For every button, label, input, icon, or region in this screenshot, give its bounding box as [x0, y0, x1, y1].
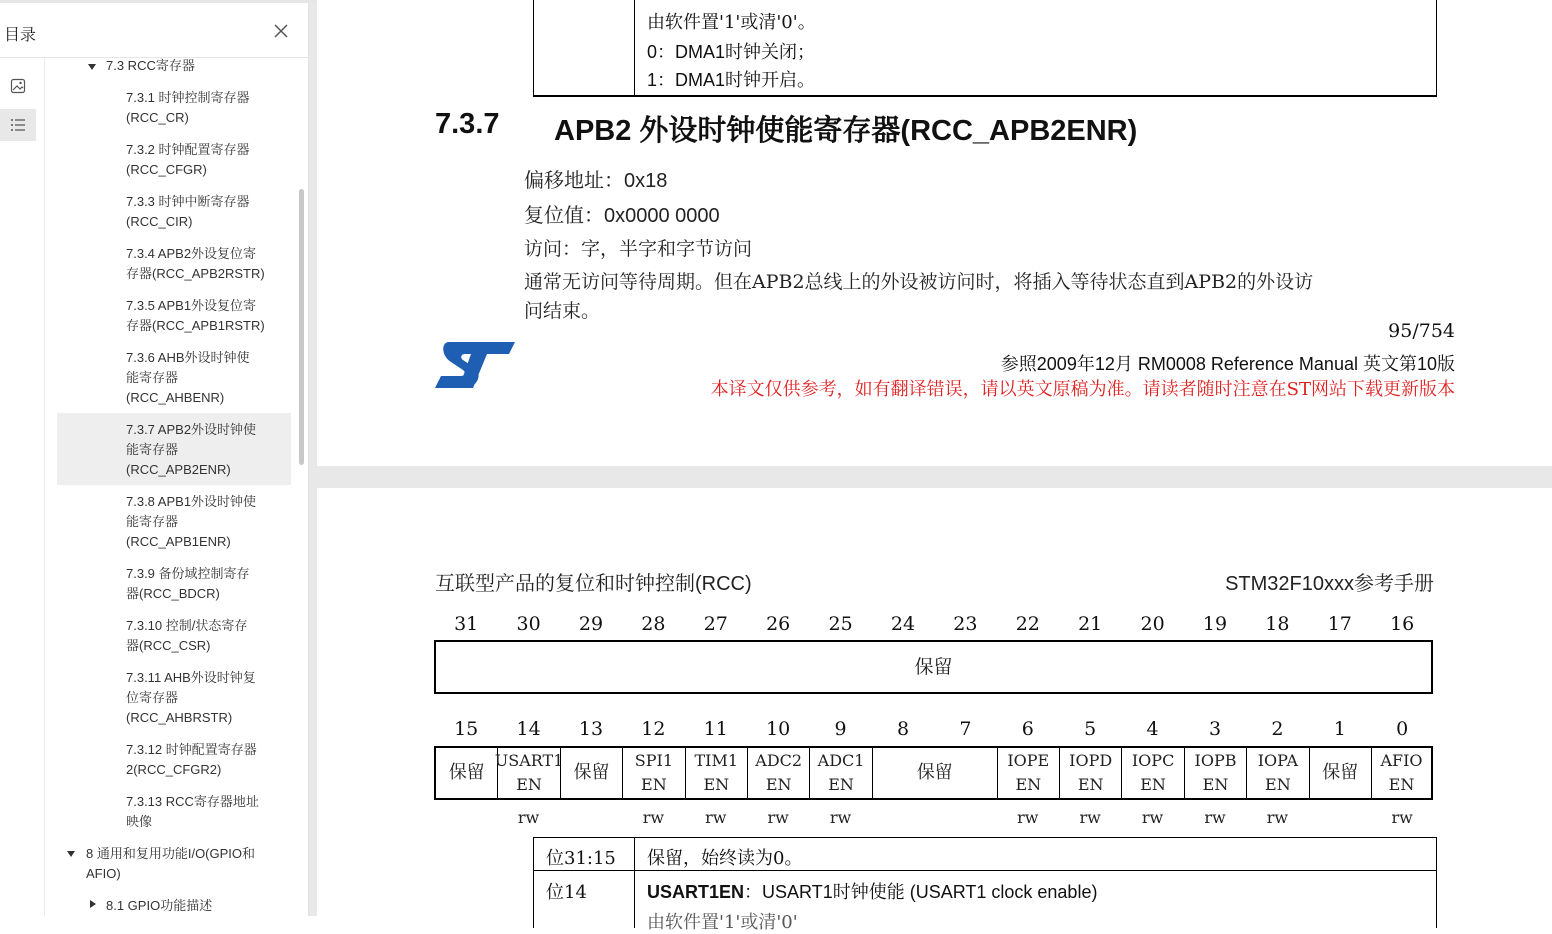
bit-number: 3	[1208, 718, 1222, 740]
bit-number: 8	[896, 718, 910, 740]
field-cell: 保留	[873, 748, 998, 798]
toc-item-7-3-7-selected[interactable]: 7.3.7 APB2外设时钟使 能寄存器 (RCC_APB2ENR)	[57, 413, 291, 485]
pdf-page	[317, 0, 1552, 466]
field-cell: AFIO EN	[1380, 751, 1423, 794]
access-label: rw	[829, 808, 852, 827]
toc-sidebar	[0, 3, 309, 916]
access-label: rw	[1017, 808, 1039, 827]
toc-item-7-3-12[interactable]: 7.3.12 时钟配置寄存器 2(RCC_CFGR2)	[126, 742, 257, 777]
toc-item-7-3-3[interactable]: 7.3.3 时钟中断寄存器 (RCC_CIR)	[126, 194, 250, 229]
field-cell: IOPC EN	[1122, 748, 1184, 798]
field-cell: ADC2 EN	[748, 748, 810, 798]
access-label: rw	[1141, 808, 1164, 827]
bit-description-table	[533, 837, 1437, 933]
bit-number: 22	[1015, 613, 1040, 635]
bit-number: 26	[766, 613, 791, 635]
bit-number: 31	[454, 613, 479, 635]
list-icon	[10, 118, 26, 132]
toc-item-7-3-9[interactable]: 7.3.9 备份域控制寄存 器(RCC_BDCR)	[126, 566, 250, 601]
bit-number: 11	[703, 718, 728, 740]
note-line: 通常无访问等待周期。但在APB2总线上的外设被访问时，将插入等待状态直到APB2的外设访	[524, 271, 1314, 293]
field-cell: SPI1 EN	[623, 748, 685, 798]
bit-number: 29	[578, 613, 604, 635]
bit-description-cut: 由软件置'1'或清'0'	[647, 912, 798, 933]
bit-description: USART1EN：USART1时钟使能 (USART1 clock enable)	[647, 882, 1098, 902]
sidebar-header	[0, 3, 308, 58]
toc-item-7-3[interactable]: 7.3 RCC寄存器	[106, 58, 195, 73]
bit-description-table-fragment	[533, 0, 1437, 97]
toc-item-7-3-8[interactable]: 7.3.8 APB1外设时钟使 能寄存器 (RCC_APB1ENR)	[126, 494, 257, 549]
field-cell: IOPE EN	[998, 748, 1060, 798]
bit-number: 18	[1265, 613, 1290, 635]
access-label: rw	[767, 808, 789, 827]
field-cell: 保留	[1310, 748, 1372, 798]
bit-number: 0	[1396, 718, 1409, 740]
access-label: rw	[705, 808, 727, 827]
bit-number: 28	[641, 613, 666, 635]
expand-arrow-icon[interactable]	[88, 64, 96, 70]
note-line: 问结束。	[524, 300, 601, 322]
bit-number: 27	[703, 613, 728, 635]
field-cell: 保留	[561, 748, 623, 798]
bit-number: 15	[454, 718, 479, 740]
bit-number: 4	[1146, 718, 1159, 740]
sidebar-title: 目录	[4, 27, 37, 44]
sidebar-rail	[0, 58, 45, 916]
bit-number: 14	[516, 718, 541, 740]
bit-number: 30	[516, 613, 541, 635]
translation-warning: 本译文仅供参考，如有翻译错误，请以英文原稿为准。请读者随时注意在ST网站下载更新版本	[710, 379, 1455, 400]
reset-value: 复位值：0x0000 0000	[524, 205, 720, 227]
bit-number: 25	[828, 613, 853, 635]
bit-range: 位31:15	[546, 848, 616, 869]
field-cell: IOPB EN	[1185, 748, 1247, 798]
bit-description: 保留，始终读为0。	[647, 848, 803, 869]
bit-number: 24	[890, 613, 916, 635]
page-header-left: 互联型产品的复位和时钟控制(RCC)	[435, 573, 752, 595]
bit-number: 6	[1021, 718, 1034, 740]
access-label: rw	[1079, 808, 1101, 827]
bit-range: 位14	[546, 882, 587, 903]
access-label: rw	[517, 808, 540, 827]
toc-item-7-3-5[interactable]: 7.3.5 APB1外设复位寄 存器(RCC_APB1RSTR)	[126, 298, 265, 333]
field-cell: IOPA EN	[1247, 748, 1309, 798]
pdf-page	[317, 488, 1552, 933]
outline-view-button[interactable]	[0, 109, 36, 141]
document-viewer[interactable]	[309, 3, 1552, 933]
close-icon[interactable]	[270, 20, 292, 42]
field-cell: TIM1 EN	[686, 748, 748, 798]
toc-item-8[interactable]: 8 通用和复用功能I/O(GPIO和 AFIO)	[86, 846, 256, 881]
bit-number: 7	[959, 718, 972, 740]
access-label: rw	[642, 808, 665, 827]
access-row	[435, 808, 1433, 830]
collapse-arrow-icon[interactable]	[90, 900, 96, 908]
sidebar-scrollbar[interactable]	[299, 189, 304, 465]
bit-number-row-low	[435, 718, 1433, 744]
bit-number: 23	[953, 613, 978, 635]
page-header-right: STM32F10xxx参考手册	[1225, 573, 1434, 595]
bit-number: 21	[1078, 613, 1103, 635]
toc-item-7-3-11[interactable]: 7.3.11 AHB外设时钟复 位寄存器 (RCC_AHBRSTR)	[126, 670, 256, 725]
offset-address: 偏移地址：0x18	[524, 170, 668, 192]
field-cell: USART1 EN	[498, 748, 560, 798]
field-cell: IOPD EN	[1060, 748, 1122, 798]
field-name: USART1EN	[647, 882, 745, 902]
toc-list	[45, 58, 295, 916]
bit-number: 10	[766, 718, 791, 740]
toc-item-7-3-2[interactable]: 7.3.2 时钟配置寄存器 (RCC_CFGR)	[126, 142, 250, 177]
table-line: 1：DMA1时钟开启。	[647, 70, 816, 90]
expand-arrow-icon[interactable]	[67, 851, 75, 857]
toc-item-8-1[interactable]: 8.1 GPIO功能描述	[106, 898, 213, 913]
field-cell: ADC1 EN	[810, 748, 872, 798]
section-number: 7.3.7	[435, 108, 500, 140]
access-label: rw	[1391, 808, 1413, 827]
st-logo	[435, 338, 517, 392]
register-high-box	[434, 640, 1433, 694]
reference-note: 参照2009年12月 RM0008 Reference Manual 英文第10版	[1000, 354, 1455, 374]
toc-item-7-3-4[interactable]: 7.3.4 APB2外设复位寄 存器(RCC_APB2RSTR)	[126, 246, 265, 281]
bit-number: 20	[1140, 613, 1165, 635]
section-title: APB2 外设时钟使能寄存器(RCC_APB2ENR)	[554, 115, 1138, 147]
toc-item-7-3-13[interactable]: 7.3.13 RCC寄存器地址 映像	[126, 794, 259, 829]
page-number: 95/754	[1388, 320, 1455, 342]
table-line: 由软件置'1'或清'0'。	[647, 12, 816, 33]
toc-item-7-3-1[interactable]: 7.3.1 时钟控制寄存器 (RCC_CR)	[126, 90, 250, 125]
bit-number: 13	[578, 718, 604, 740]
toc-item-7-3-10[interactable]: 7.3.10 控制/状态寄存 器(RCC_CSR)	[126, 618, 248, 653]
field-cell: 保留	[436, 748, 498, 798]
table-line: 0：DMA1时钟关闭；	[647, 42, 816, 62]
toc-item-7-3-6[interactable]: 7.3.6 AHB外设时钟使 能寄存器 (RCC_AHBENR)	[126, 350, 250, 405]
bit-number: 19	[1202, 613, 1228, 635]
bit-number: 1	[1333, 718, 1346, 740]
access-label: rw	[1204, 808, 1226, 827]
bit-number: 12	[641, 718, 666, 740]
bit-number: 5	[1084, 718, 1097, 740]
bit-number: 2	[1271, 718, 1284, 740]
access-info: 访问：字，半字和字节访问	[524, 238, 753, 260]
bit-number-row-high	[435, 613, 1433, 639]
thumbnail-view-button[interactable]	[0, 70, 36, 102]
access-label: rw	[1266, 808, 1289, 827]
reserved-field: 保留	[914, 656, 953, 678]
image-icon	[10, 78, 26, 94]
bit-number: 9	[834, 718, 847, 740]
bit-number: 16	[1390, 613, 1415, 635]
bit-number: 17	[1327, 613, 1352, 635]
register-low-box	[434, 746, 1433, 800]
